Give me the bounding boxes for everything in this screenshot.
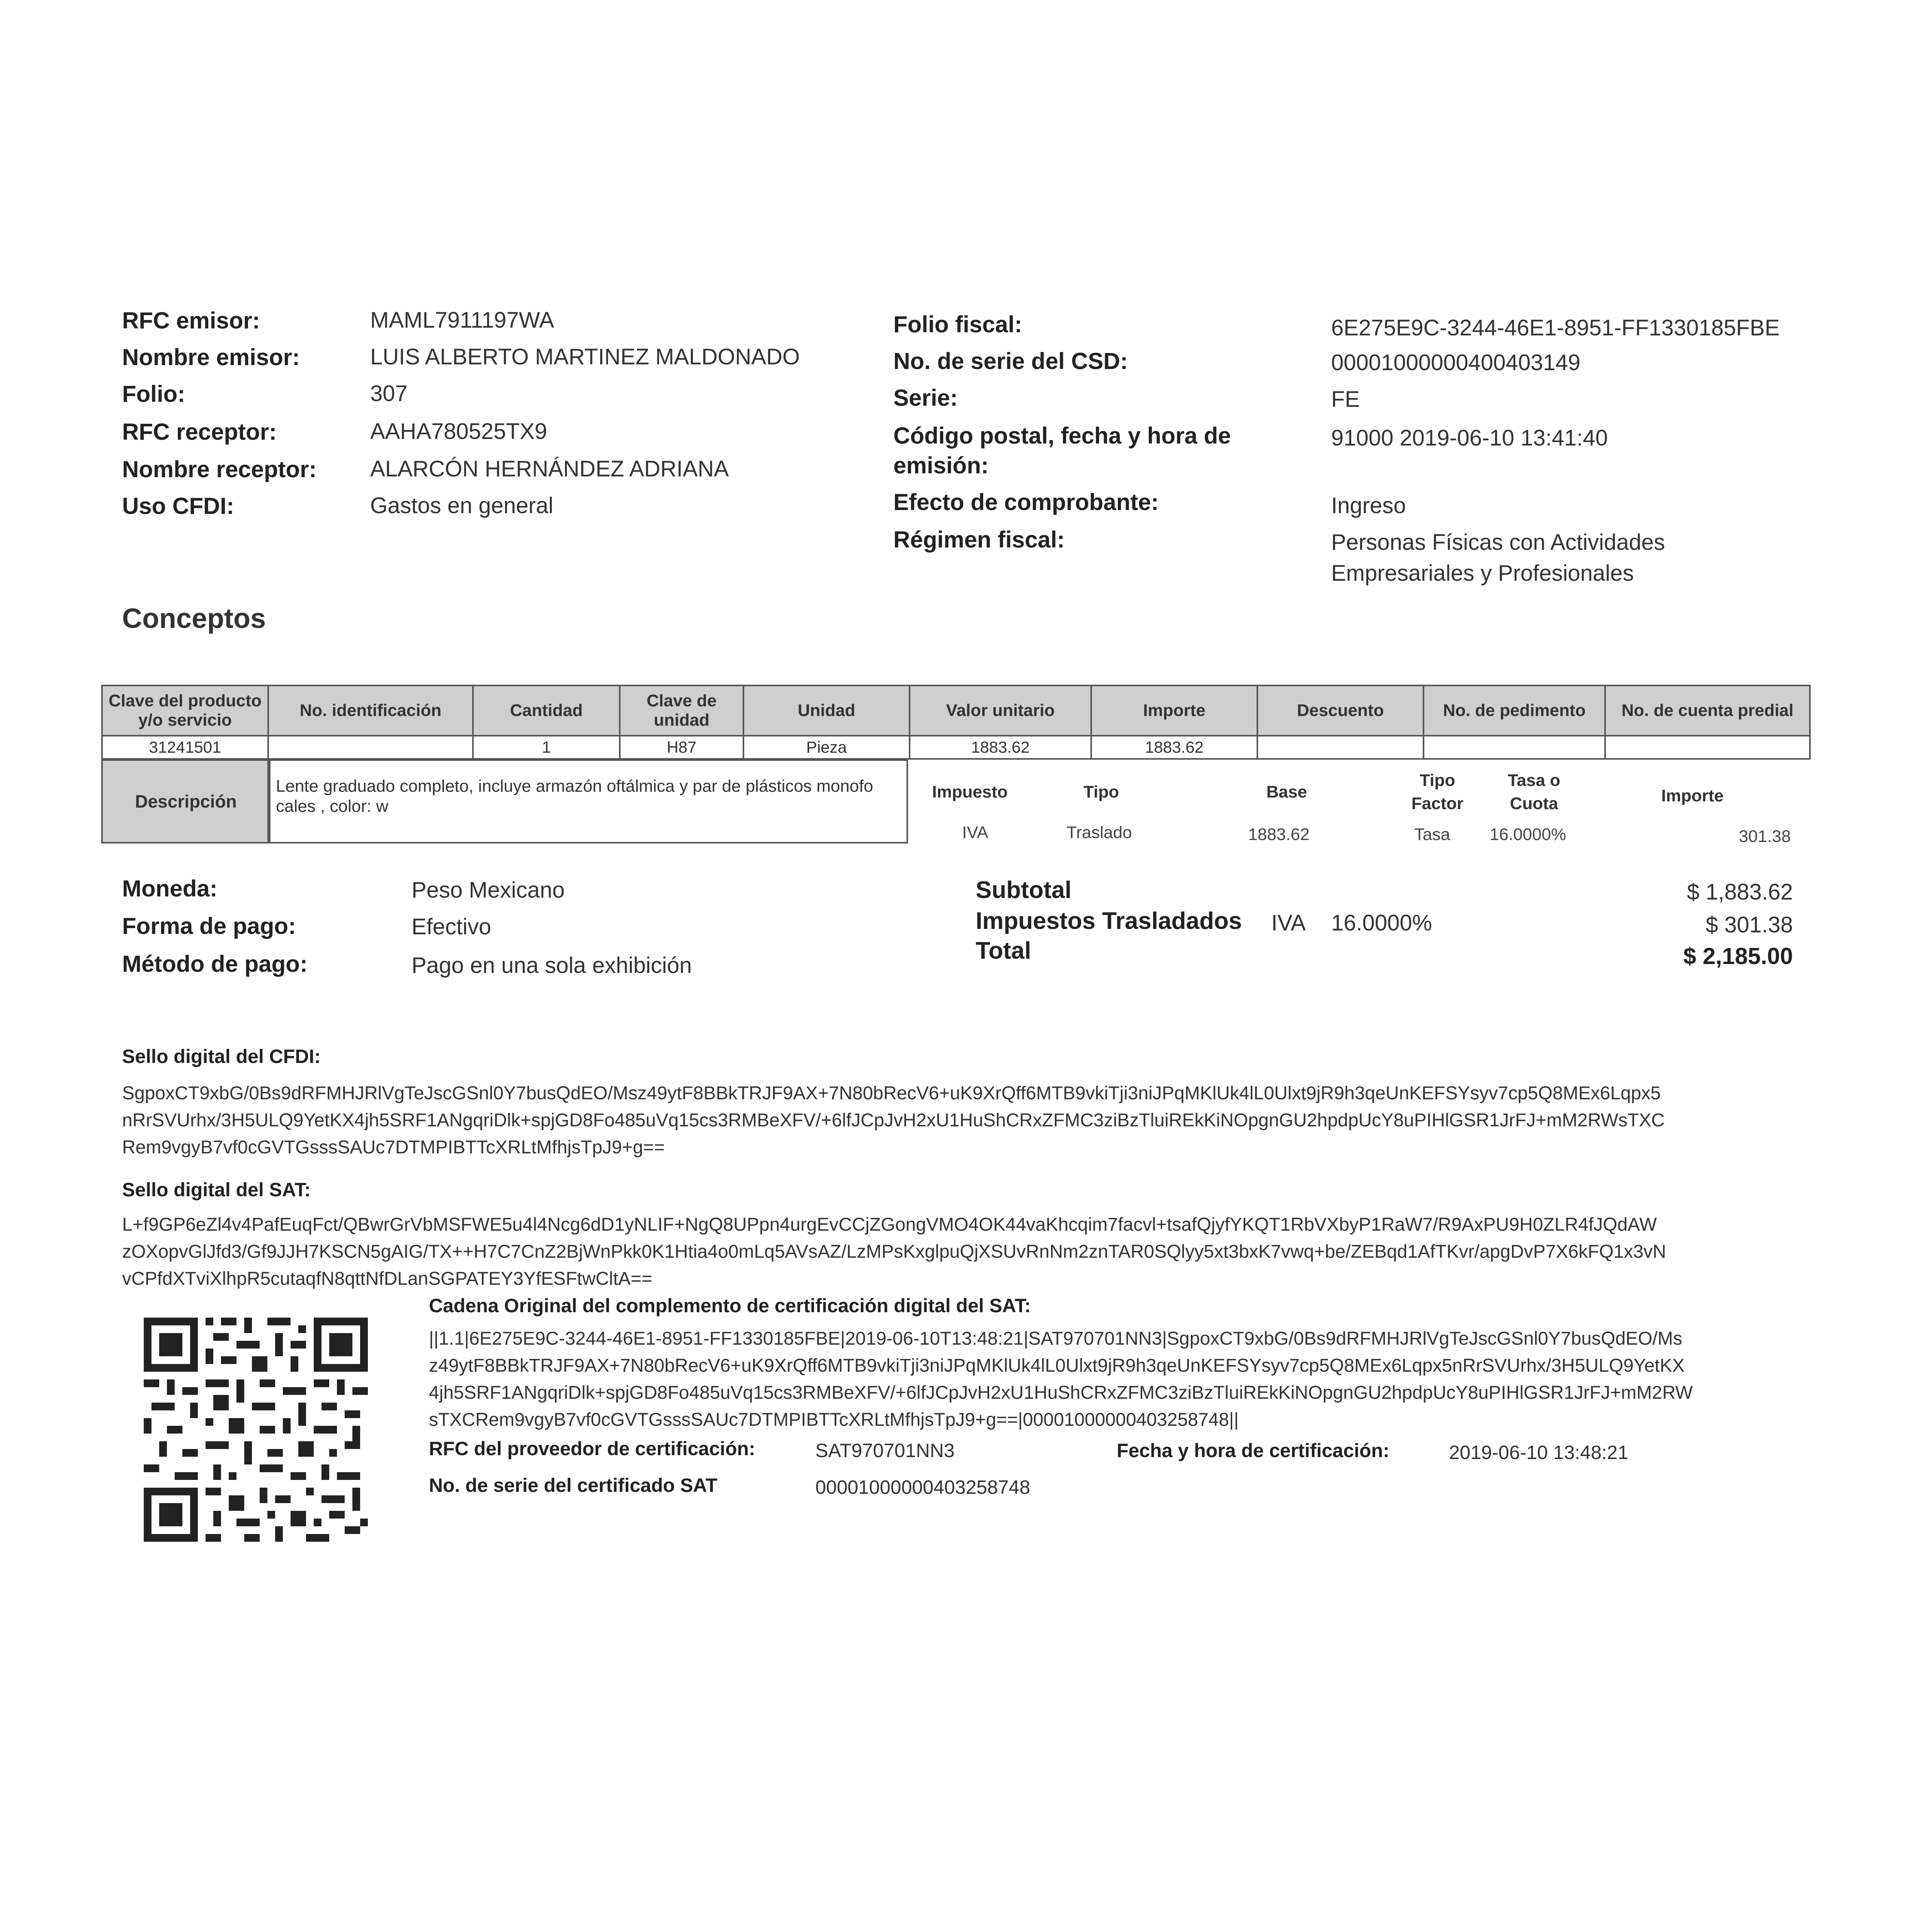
imp-tipo: Traslado	[1066, 823, 1132, 842]
cell-importe: 1883.62	[1091, 736, 1257, 759]
regimen-value-1: Personas Físicas con Actividades	[1331, 530, 1665, 555]
sello-cfdi-text	[122, 1080, 1822, 1161]
cp-fecha-label-2: emisión:	[893, 452, 989, 478]
rfc-emisor-value: MAML7911197WA	[370, 308, 554, 333]
cadena-text	[429, 1325, 1820, 1434]
th-cantidad: Cantidad	[473, 685, 620, 736]
sello-sat-line: zOXopvGlJfd3/Gf9JJH7KSCN5gAIG/TX++H7C7CnZ2BjWnPkk0K1Htia4o0mLq5AVsAZ/LzMPsKxglpuQjXSUvRnNm2znTAR0SQlyy5xt3bxK7vwq+be/ZEBqd1AfTKvr/apgDvP7X6kFQ1x3vN	[122, 1242, 1666, 1262]
th-no-identificacion: No. identificación	[268, 685, 473, 736]
forma-pago-value: Efectivo	[412, 914, 492, 939]
cadena-line: ||1.1|6E275E9C-3244-46E1-8951-FF1330185FBE|2019-06-10T13:48:21|SAT970701NN3|SgpoxCT9xbG/0Bs9dRFMHJRlVgTeJscGSnl0Y7busQdEO/Ms	[429, 1328, 1682, 1349]
serie-certificado-sat-value: 00001000000403258748	[815, 1476, 1031, 1498]
th-unidad: Unidad	[743, 685, 910, 736]
serie-value: FE	[1331, 387, 1360, 412]
imp-tasa: 16.0000%	[1490, 825, 1566, 844]
imp-h-tipo-factor-2: Factor	[1411, 794, 1464, 813]
subtotal-label: Subtotal	[976, 877, 1071, 903]
conceptos-title: Conceptos	[122, 603, 266, 634]
serie-certificado-sat-label: No. de serie del certificado SAT	[429, 1475, 718, 1496]
table-row	[102, 736, 1810, 759]
folio-fiscal-label: Folio fiscal:	[893, 311, 1022, 337]
imp-h-tasa-1: Tasa o	[1507, 771, 1561, 790]
moneda-label: Moneda:	[122, 876, 218, 901]
rfc-receptor-label: RFC receptor:	[122, 419, 277, 445]
subtotal-value: $ 1,883.62	[1687, 879, 1793, 905]
uso-cfdi-label: Uso CFDI:	[122, 493, 234, 519]
imp-importe: 301.38	[1739, 827, 1791, 846]
cadena-line: z49ytF8BBkTRJF9AX+7N80bRecV6+uK9XrQff6MTB9vkiTji3niJPqMKlUk4lL0Ulxt9jR9h3qeUnKEFSYsyv7cp5Q8MEx6Lqpx5nRrSVUrhx/3H5ULQ9YetKX	[429, 1355, 1685, 1376]
cadena-label: Cadena Original del complemento de certificación digital del SAT:	[429, 1295, 1031, 1316]
sello-cfdi-line: SgpoxCT9xbG/0Bs9dRFMHJRlVgTeJscGSnl0Y7busQdEO/Msz49ytF8BBkTRJF9AX+7N80bRecV6+uK9XrQff6MTB9vkiTji3niJPqMKlUk4lL0Ulxt9jR9h3qeUnKEFSYsyv7cp5Q8MEx6Lqpx5	[122, 1083, 1661, 1104]
metodo-pago-value: Pago en una sola exhibición	[412, 953, 692, 978]
sello-cfdi-line: nRrSVUrhx/3H5ULQ9YetKX4jh5SRF1ANgqriDlk+spjGD8Fo485uVq15cs3RMBeXFV/+6lfJCpJvH2xU1HuShCRxZFMC3ziBzTluiREkKiNOpgnGU2hpdpUcY8uPIHlGSR1JrFJ+mM2RWsTXC	[122, 1110, 1665, 1131]
qr-code-icon	[144, 1318, 368, 1542]
cell-no-pedimento	[1423, 736, 1605, 759]
serie-csd-label: No. de serie del CSD:	[893, 348, 1128, 374]
efecto-label: Efecto de comprobante:	[893, 489, 1159, 515]
cell-unidad: Pieza	[743, 736, 910, 759]
imp-h-base: Base	[1266, 782, 1307, 801]
nombre-receptor-value: ALARCÓN HERNÁNDEZ ADRIANA	[370, 456, 729, 481]
imp-tipo-factor: Tasa	[1414, 825, 1450, 844]
th-clave-unidad: Clave de unidad	[620, 685, 743, 736]
imp-base: 1883.62	[1248, 825, 1310, 844]
th-importe: Importe	[1091, 685, 1257, 736]
folio-value: 307	[370, 381, 408, 406]
conceptos-table	[101, 685, 1811, 760]
cell-cuenta-predial	[1605, 736, 1810, 759]
fecha-certificacion-value: 2019-06-10 13:48:21	[1449, 1442, 1629, 1463]
th-no-pedimento: No. de pedimento	[1423, 685, 1605, 736]
imp-h-tipo: Tipo	[1083, 782, 1119, 801]
folio-fiscal-value: 6E275E9C-3244-46E1-8951-FF1330185FBE	[1331, 315, 1780, 340]
rfc-receptor-value: AAHA780525TX9	[370, 419, 547, 444]
imp-h-importe: Importe	[1661, 786, 1724, 805]
sello-sat-text	[122, 1211, 1822, 1293]
th-valor-unitario: Valor unitario	[910, 685, 1091, 736]
nombre-emisor-label: Nombre emisor:	[122, 344, 300, 370]
uso-cfdi-value: Gastos en general	[370, 493, 553, 518]
table-header-row	[102, 685, 1810, 736]
efecto-value: Ingreso	[1331, 493, 1406, 518]
descripcion-label: Descripción	[135, 791, 237, 811]
cadena-line: 4jh5SRF1ANgqriDlk+spjGD8Fo485uVq15cs3RMBeXFV/+6lfJCpJvH2xU1HuShCRxZFMC3ziBzTluiREkKiNOpgnGU2hpdpUcY8uPIHlGSR1JrFJ+mM2RW	[429, 1383, 1693, 1403]
sello-cfdi-line: Rem9vgyB7vf0cGVTGsssSAUc7DTMPIBTTcXRLtMfhjsTpJ9+g==	[122, 1137, 665, 1158]
fecha-certificacion-label: Fecha y hora de certificación:	[1117, 1440, 1389, 1461]
impuestos-value: $ 301.38	[1706, 912, 1793, 937]
cadena-line: sTXCRem9vgyB7vf0cGVTGsssSAUc7DTMPIBTTcXRLtMfhjsTpJ9+g==|00001000000403258748||	[429, 1410, 1239, 1430]
rfc-emisor-label: RFC emisor:	[122, 308, 260, 333]
metodo-pago-label: Método de pago:	[122, 951, 308, 977]
th-descuento: Descuento	[1257, 685, 1423, 736]
cell-clave-unidad: H87	[620, 736, 743, 759]
descripcion-label-box	[101, 759, 270, 844]
forma-pago-label: Forma de pago:	[122, 913, 296, 939]
descripcion-text: Lente graduado completo, incluye armazón oftálmica y par de plásticos monofo cales , color: w	[276, 777, 873, 816]
sello-sat-line: L+f9GP6eZl4v4PafEuqFct/QBwrGrVbMSFWE5u4l4Ncg6dD1yNLIF+NgQ8UPpn4urgEvCCjZGongVMO4OK44vaKhcqim7facvl+tsafQjyfYKQT1RbVXbyP1RaW7/R9AxPU9H0ZLR4fJQdAW	[122, 1214, 1657, 1235]
cell-clave-producto: 31241501	[102, 736, 268, 759]
descripcion-box	[267, 759, 908, 844]
cell-valor-unitario: 1883.62	[910, 736, 1091, 759]
imp-h-tasa-2: Cuota	[1510, 794, 1558, 813]
serie-csd-value: 00001000000400403149	[1331, 350, 1581, 375]
folio-label: Folio:	[122, 381, 185, 407]
cell-descuento	[1257, 736, 1423, 759]
regimen-value-2: Empresariales y Profesionales	[1331, 561, 1634, 586]
imp-h-impuesto: Impuesto	[932, 782, 1008, 801]
nombre-receptor-label: Nombre receptor:	[122, 456, 317, 482]
impuestos-tipo: IVA	[1271, 910, 1306, 935]
cell-no-identificacion	[268, 736, 473, 759]
nombre-emisor-value: LUIS ALBERTO MARTINEZ MALDONADO	[370, 344, 800, 369]
sello-sat-line: vCPfdXTviXlhpR5cutaqfN8qttNfDLanSGPATEY3YfESFtwCltA==	[122, 1269, 653, 1289]
impuestos-trasladados-label: Impuestos Trasladados	[976, 908, 1242, 934]
rfc-proveedor-label: RFC del proveedor de certificación:	[429, 1438, 755, 1459]
cp-fecha-value: 91000 2019-06-10 13:41:40	[1331, 425, 1608, 451]
regimen-label: Régimen fiscal:	[893, 527, 1065, 553]
rfc-proveedor-value: SAT970701NN3	[815, 1440, 955, 1461]
total-value: $ 2,185.00	[1683, 943, 1793, 969]
total-label: Total	[976, 937, 1031, 964]
cp-fecha-label-1: Código postal, fecha y hora de	[893, 423, 1231, 449]
imp-impuesto: IVA	[962, 823, 988, 842]
impuestos-tasa: 16.0000%	[1331, 910, 1432, 935]
th-clave-producto: Clave del producto y/o servicio	[102, 685, 268, 736]
sello-cfdi-label: Sello digital del CFDI:	[122, 1046, 321, 1067]
moneda-value: Peso Mexicano	[412, 878, 565, 903]
sello-sat-label: Sello digital del SAT:	[122, 1179, 311, 1201]
serie-label: Serie:	[893, 385, 958, 411]
cell-cantidad: 1	[473, 736, 620, 759]
imp-h-tipo-factor-1: Tipo	[1419, 771, 1456, 790]
th-cuenta-predial: No. de cuenta predial	[1605, 685, 1810, 736]
